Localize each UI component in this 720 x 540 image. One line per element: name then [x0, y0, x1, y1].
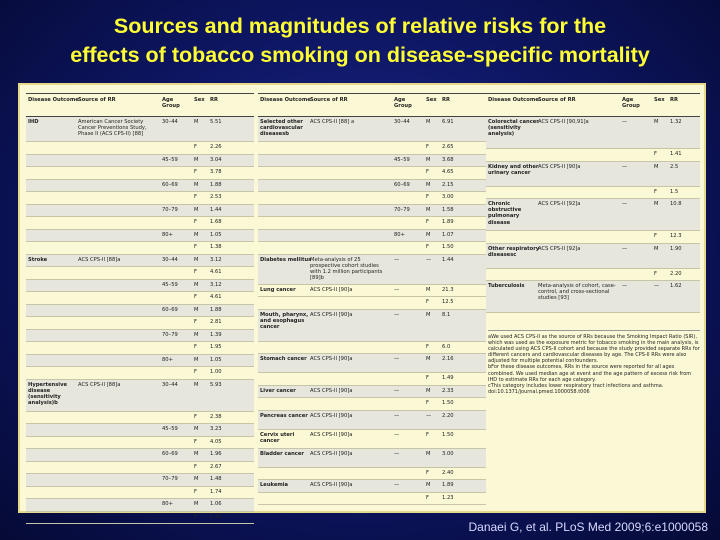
- cell-source: ACS CPS-II [90]a: [310, 412, 353, 419]
- table-row: [258, 411, 486, 430]
- cell-rr: 6.0: [442, 343, 451, 350]
- cell-source: ACS CPS-II [92]a: [538, 201, 581, 207]
- table-row: [258, 430, 486, 449]
- table-row: [486, 269, 700, 282]
- table-column-1: [26, 93, 254, 524]
- cell-source: ACS CPS-II [88]a: [78, 256, 121, 263]
- cell-source: ACS CPS-II [92]a: [538, 245, 581, 252]
- header-source: Source of RR: [310, 97, 348, 103]
- cell-sex: —: [654, 283, 660, 289]
- cell-rr: 2.53: [210, 194, 222, 200]
- table-row: [258, 217, 486, 230]
- table-row: [26, 449, 254, 462]
- header-rr: RR: [442, 97, 450, 103]
- cell-sex: F: [194, 244, 197, 250]
- cell-age-group: 80+: [162, 501, 173, 507]
- cell-outcome: Stomach cancer: [260, 356, 307, 362]
- header-age: Age Group: [162, 97, 180, 110]
- cell-sex: F: [426, 299, 429, 305]
- cell-sex: F: [426, 144, 429, 150]
- cell-rr: 2.65: [442, 144, 454, 150]
- table-row: [486, 231, 700, 244]
- cell-rr: 4.61: [210, 269, 222, 275]
- footnote: doi:10.1371/journal.pmed.1000058.t006: [488, 388, 590, 395]
- cell-outcome: Pancreas cancer: [260, 412, 308, 419]
- table-row: [486, 162, 700, 187]
- table-row: [26, 380, 254, 412]
- header-sex: Sex: [654, 97, 665, 103]
- table-row: [258, 155, 486, 168]
- cell-sex: M: [654, 119, 659, 125]
- cell-rr: 1.38: [210, 244, 222, 250]
- cell-sex: F: [426, 169, 429, 175]
- cell-age-group: —: [394, 387, 400, 394]
- table-row: [26, 355, 254, 368]
- table-row: [26, 217, 254, 230]
- cell-rr: 1.90: [670, 245, 682, 252]
- cell-age-group: 60–69: [394, 181, 410, 188]
- cell-sex: F: [426, 219, 429, 225]
- table-row: [26, 487, 254, 500]
- cell-source: ACS CPS-II [90]a: [538, 163, 581, 170]
- cell-rr: 2.40: [442, 469, 454, 476]
- cell-sex: F: [194, 169, 197, 175]
- cell-sex: F: [194, 144, 197, 150]
- cell-outcome: Diabetes mellitus: [260, 256, 312, 263]
- cell-sex: F: [194, 294, 197, 300]
- cell-rr: 5.51: [210, 119, 222, 125]
- cell-age-group: 30–44: [162, 381, 178, 388]
- table-row: [26, 242, 254, 255]
- cell-rr: 1.00: [210, 369, 222, 375]
- table-row: [258, 480, 486, 493]
- cell-rr: 4.65: [442, 169, 454, 175]
- cell-rr: 8.1: [442, 311, 451, 318]
- table-row: [258, 167, 486, 180]
- cell-rr: 1.32: [670, 119, 682, 125]
- cell-rr: 1.74: [210, 488, 222, 495]
- cell-sex: F: [194, 344, 197, 350]
- cell-rr: 1.07: [442, 231, 454, 238]
- cell-sex: M: [426, 387, 431, 394]
- header-outcome: Disease Outcome: [260, 97, 311, 103]
- cell-sex: F: [654, 270, 657, 277]
- cell-rr: 1.41: [670, 151, 682, 157]
- cell-outcome: Kidney and other urinary cancer: [488, 163, 539, 176]
- cell-age-group: 60–69: [162, 306, 178, 313]
- cell-age-group: —: [394, 256, 400, 263]
- table-header: [486, 93, 700, 117]
- cell-sex: M: [194, 256, 199, 263]
- cell-sex: M: [194, 306, 199, 313]
- cell-rr: 1.5: [670, 188, 679, 195]
- table-row: [486, 187, 700, 200]
- cell-sex: F: [194, 219, 197, 225]
- cell-rr: 3.23: [210, 426, 222, 432]
- cell-rr: 5.93: [210, 381, 222, 388]
- cell-sex: M: [194, 356, 199, 363]
- citation: Danaei G, et al. PLoS Med 2009;6:e1000058: [468, 520, 708, 534]
- cell-outcome: Colorectal cancer (sensitivity analysis): [488, 119, 539, 138]
- cell-source: ACS CPS-II [88]a: [78, 381, 121, 388]
- cell-age-group: 80+: [394, 231, 405, 238]
- table-row: [26, 180, 254, 193]
- cell-rr: 2.15: [442, 181, 454, 188]
- cell-source: ACS CPS-II [90]a: [310, 286, 353, 293]
- cell-rr: 1.50: [442, 244, 454, 250]
- cell-rr: 2.38: [210, 413, 222, 420]
- cell-outcome: Leukemia: [260, 482, 289, 488]
- table-row: [486, 244, 700, 269]
- cell-outcome: Selected other cardiovascular diseasesb: [260, 119, 303, 138]
- cell-age-group: —: [394, 450, 400, 457]
- cell-rr: 1.05: [210, 356, 222, 363]
- cell-sex: M: [426, 181, 431, 188]
- table-row: [26, 424, 254, 437]
- table-row: [486, 281, 700, 313]
- cell-rr: 1.48: [210, 476, 222, 482]
- cell-age-group: —: [394, 311, 400, 318]
- cell-sex: F: [194, 488, 197, 495]
- cell-source: ACS CPS-II [90,91]a: [538, 119, 589, 125]
- cell-sex: F: [194, 438, 197, 445]
- header-sex: Sex: [426, 97, 437, 103]
- cell-sex: M: [194, 426, 199, 432]
- cell-outcome: Stroke: [28, 256, 48, 263]
- cell-outcome: Other respiratory diseasesc: [488, 245, 540, 258]
- table-row: [26, 512, 254, 525]
- cell-age-group: —: [622, 119, 628, 125]
- cell-rr: 2.33: [442, 387, 454, 394]
- cell-sex: F: [194, 513, 197, 520]
- table-row: [258, 342, 486, 355]
- cell-sex: F: [426, 469, 429, 476]
- header-outcome: Disease Outcome: [28, 97, 79, 103]
- table-row: [258, 468, 486, 481]
- footnote: cThis category includes lower respiratory tract infections and asthma.: [488, 382, 664, 389]
- cell-rr: 1.23: [442, 494, 454, 501]
- cell-sex: M: [194, 451, 199, 457]
- table-row: [258, 386, 486, 399]
- cell-rr: 3.00: [442, 194, 454, 200]
- cell-outcome: Lung cancer: [260, 286, 296, 293]
- table-column-2: [258, 93, 486, 505]
- table-row: [258, 117, 486, 142]
- table-row: [26, 280, 254, 293]
- footnote: aWe used ACS CPS-II as the source of RRs because the Smoking Impact Ratio (SIR), which was used as the exposure metric for tobacco smoking in the main analysis, is calculated using ACS CPS-II cohort and because the study provided separate RRs for different cancers and cardiovascular diseases by age. The CPS-II RRs were also adjusted for multiple potential confounders.: [488, 334, 700, 365]
- cell-age-group: —: [394, 412, 400, 419]
- cell-rr: 1.50: [442, 431, 454, 438]
- header-age: Age Group: [622, 97, 640, 110]
- cell-outcome: Liver cancer: [260, 387, 296, 394]
- cell-rr: 1.95: [210, 344, 222, 350]
- cell-age-group: 30–44: [162, 256, 178, 263]
- table-row: [486, 117, 700, 149]
- table-row: [26, 155, 254, 168]
- cell-age-group: 45–59: [394, 156, 410, 163]
- table-row: [258, 142, 486, 155]
- cell-source: ACS CPS-II [90]a: [310, 387, 353, 394]
- table-row: [26, 367, 254, 380]
- table-row: [26, 412, 254, 425]
- cell-rr: 2.16: [442, 356, 454, 362]
- cell-age-group: 60–69: [162, 181, 178, 188]
- cell-sex: F: [194, 413, 197, 420]
- cell-age-group: 70–79: [162, 331, 178, 338]
- cell-rr: 12.3: [670, 233, 682, 239]
- cell-rr: 1.49: [442, 375, 454, 381]
- cell-sex: M: [654, 163, 659, 170]
- cell-rr: 4.05: [210, 438, 222, 445]
- cell-rr: 2.81: [210, 319, 222, 325]
- cell-rr: 3.04: [210, 156, 222, 163]
- table-row: [258, 297, 486, 310]
- cell-source: ACS CPS-II [90]a: [310, 450, 353, 457]
- cell-age-group: 45–59: [162, 426, 178, 432]
- table-footnotes: [488, 330, 700, 395]
- cell-rr: 1.58: [442, 206, 454, 213]
- table-row: [26, 205, 254, 218]
- cell-age-group: 70–79: [394, 206, 410, 213]
- table-row: [26, 142, 254, 155]
- cell-source: Meta-analysis of 25 prospective cohort studies with 1.2 million participants [89]b: [310, 256, 383, 282]
- cell-rr: 2.20: [670, 270, 682, 277]
- cell-source: American Cancer Society Cancer Preventions Study, Phase II (ACS CPS-II) [88]: [78, 119, 147, 138]
- table-row: [258, 449, 486, 468]
- cell-sex: F: [194, 194, 197, 200]
- cell-sex: M: [426, 156, 431, 163]
- cell-rr: 21.3: [442, 286, 454, 293]
- table-row: [26, 499, 254, 512]
- cell-sex: M: [194, 281, 199, 288]
- table-row: [26, 192, 254, 205]
- cell-sex: —: [426, 256, 432, 263]
- cell-sex: M: [426, 231, 431, 238]
- header-age: Age Group: [394, 97, 412, 110]
- cell-age-group: —: [394, 482, 400, 488]
- table-row: [26, 167, 254, 180]
- title-line-2: effects of tobacco smoking on disease-specific mortality: [70, 43, 650, 67]
- table-row: [258, 493, 486, 506]
- cell-age-group: —: [394, 356, 400, 362]
- cell-sex: F: [194, 319, 197, 325]
- cell-sex: M: [194, 476, 199, 482]
- header-rr: RR: [670, 97, 678, 103]
- footnote: bFor these disease outcomes, RRs in the source were reported for all ages combined. We used median age at event and the age pattern of excess risk from IHD to estimate RRs for each age category.: [488, 364, 692, 383]
- cell-age-group: —: [622, 245, 628, 252]
- cell-rr: 2.26: [210, 144, 222, 150]
- table-row: [26, 462, 254, 475]
- table-row: [258, 205, 486, 218]
- cell-sex: F: [426, 375, 429, 381]
- header-outcome: Disease Outcome: [488, 97, 539, 103]
- cell-sex: M: [654, 245, 659, 252]
- table-row: [258, 310, 486, 342]
- cell-rr: 1.96: [210, 451, 222, 457]
- cell-age-group: —: [622, 283, 628, 289]
- cell-sex: M: [426, 356, 431, 362]
- cell-sex: M: [194, 501, 199, 507]
- table-row: [258, 285, 486, 298]
- cell-rr: 1.44: [442, 256, 454, 263]
- cell-rr: 6.91: [442, 119, 454, 125]
- cell-rr: 1.05: [210, 231, 222, 238]
- cell-sex: F: [194, 463, 197, 470]
- cell-rr: 1.89: [442, 482, 454, 488]
- cell-rr: 2.20: [442, 412, 454, 419]
- cell-sex: M: [654, 201, 659, 207]
- table-row: [26, 267, 254, 280]
- header-rr: RR: [210, 97, 218, 103]
- cell-outcome: Tuberculosis: [488, 283, 525, 289]
- table-row: [26, 330, 254, 343]
- cell-sex: F: [654, 233, 657, 239]
- slide-title: [0, 12, 720, 70]
- cell-rr: 4.61: [210, 294, 222, 300]
- cell-rr: 1.62: [670, 283, 682, 289]
- cell-rr: 1.68: [210, 219, 222, 225]
- cell-source: ACS CPS-II [90]a: [310, 482, 353, 488]
- cell-sex: M: [194, 381, 199, 388]
- cell-rr: 1.89: [442, 219, 454, 225]
- cell-rr: 1.06: [210, 501, 222, 507]
- table-header: [26, 93, 254, 117]
- cell-age-group: 45–59: [162, 281, 178, 288]
- header-source: Source of RR: [78, 97, 116, 103]
- cell-age-group: 80+: [162, 231, 173, 238]
- cell-rr: 2.5: [670, 163, 679, 170]
- table-row: [486, 149, 700, 162]
- cell-age-group: 30–44: [162, 119, 178, 125]
- table-panel: [18, 83, 706, 520]
- cell-age-group: 80+: [162, 356, 173, 363]
- table-row: [258, 180, 486, 193]
- table-row: [26, 305, 254, 318]
- cell-rr: 3.12: [210, 256, 222, 263]
- cell-rr: 1.88: [210, 181, 222, 188]
- cell-sex: F: [426, 400, 429, 406]
- cell-age-group: 45–59: [162, 156, 178, 163]
- cell-sex: M: [194, 206, 199, 213]
- cell-rr: 3.78: [210, 169, 222, 175]
- table-row: [26, 342, 254, 355]
- cell-sex: M: [194, 156, 199, 163]
- cell-sex: M: [426, 119, 431, 125]
- cell-sex: M: [426, 482, 431, 488]
- cell-outcome: Hypertensive disease (sensitivity analysis)b: [28, 381, 67, 407]
- cell-sex: M: [426, 311, 431, 318]
- cell-sex: M: [194, 231, 199, 238]
- cell-sex: M: [426, 286, 431, 293]
- table-row: [26, 474, 254, 487]
- cell-source: ACS CPS-II [90]a: [310, 356, 353, 362]
- cell-sex: F: [654, 188, 657, 195]
- cell-age-group: —: [622, 163, 628, 170]
- cell-outcome: Bladder cancer: [260, 450, 304, 457]
- cell-rr: 1.44: [210, 206, 222, 213]
- cell-rr: 1.42: [210, 513, 222, 520]
- table-row: [258, 230, 486, 243]
- cell-outcome: IHD: [28, 119, 39, 125]
- table-column-3: [486, 93, 700, 313]
- cell-outcome: Mouth, pharynx, and esophagus cancer: [260, 311, 309, 330]
- cell-rr: 1.50: [442, 400, 454, 406]
- cell-sex: F: [654, 151, 657, 157]
- table-row: [258, 192, 486, 205]
- cell-rr: 10.8: [670, 201, 682, 207]
- table-row: [258, 373, 486, 386]
- cell-sex: F: [426, 244, 429, 250]
- cell-rr: 3.68: [442, 156, 454, 163]
- cell-rr: 2.67: [210, 463, 222, 470]
- table-row: [258, 398, 486, 411]
- cell-sex: M: [194, 181, 199, 188]
- cell-sex: F: [194, 369, 197, 375]
- cell-age-group: 70–79: [162, 476, 178, 482]
- cell-sex: F: [194, 269, 197, 275]
- table-row: [26, 317, 254, 330]
- table-row: [258, 354, 486, 373]
- cell-outcome: Chronic obstructive pulmonary disease: [488, 201, 522, 226]
- cell-age-group: 30–44: [394, 119, 410, 125]
- table-row: [258, 242, 486, 255]
- cell-age-group: —: [622, 201, 628, 207]
- table-row: [486, 199, 700, 231]
- table-header: [258, 93, 486, 117]
- cell-source: ACS CPS-II [88] a: [310, 119, 355, 125]
- header-sex: Sex: [194, 97, 205, 103]
- table-row: [26, 117, 254, 142]
- table-row: [258, 255, 486, 285]
- cell-age-group: 60–69: [162, 451, 178, 457]
- cell-age-group: —: [394, 286, 400, 293]
- cell-source: ACS CPS-II [90]a: [310, 311, 353, 318]
- cell-source: ACS CPS-II [90]a: [310, 431, 353, 438]
- cell-sex: F: [426, 194, 429, 200]
- cell-age-group: —: [394, 431, 400, 438]
- cell-sex: F: [426, 431, 429, 438]
- cell-sex: M: [426, 450, 431, 457]
- cell-sex: M: [194, 119, 199, 125]
- cell-sex: M: [426, 206, 431, 213]
- cell-sex: M: [194, 331, 199, 338]
- cell-source: Meta-analysis of cohort, case-control, and cross-sectional studies [93]: [538, 283, 616, 302]
- table-row: [26, 255, 254, 268]
- cell-outcome: Cervix uteri cancer: [260, 431, 295, 444]
- cell-rr: 3.12: [210, 281, 222, 288]
- cell-rr: 3.00: [442, 450, 454, 457]
- cell-sex: F: [426, 494, 429, 501]
- cell-sex: F: [426, 343, 429, 350]
- table-row: [26, 437, 254, 450]
- header-source: Source of RR: [538, 97, 576, 103]
- cell-rr: 1.39: [210, 331, 222, 338]
- table-row: [26, 292, 254, 305]
- table-row: [26, 230, 254, 243]
- title-line-1: Sources and magnitudes of relative risks for the: [113, 14, 607, 38]
- cell-rr: 1.88: [210, 306, 222, 313]
- cell-sex: —: [426, 412, 432, 419]
- cell-rr: 12.5: [442, 299, 454, 305]
- cell-age-group: 70–79: [162, 206, 178, 213]
